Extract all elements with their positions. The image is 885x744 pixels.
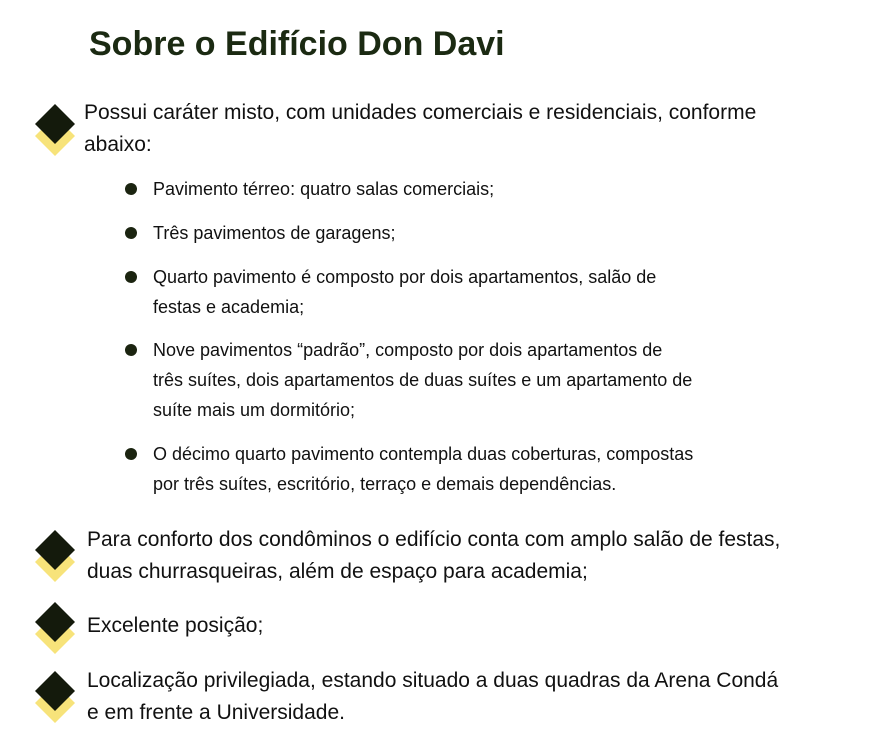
round-bullet-icon xyxy=(125,448,137,460)
text-line: três suítes, dois apartamentos de duas suítes e um apartamento de xyxy=(153,370,693,390)
page-title: Sobre o Edifício Don Davi xyxy=(89,25,505,63)
item-text xyxy=(87,524,872,588)
round-bullet-icon xyxy=(125,344,137,356)
text-line: por três suítes, escritório, terraço e demais dependências. xyxy=(153,474,617,494)
item-text xyxy=(87,610,872,642)
text-line: Localização privilegiada, estando situado a duas quadras da Arena Condá xyxy=(87,669,779,692)
diamond-bullet-icon xyxy=(32,600,86,656)
diamond-bullet-icon xyxy=(32,528,86,584)
text-line: Quarto pavimento é composto por dois apartamentos, salão de xyxy=(153,267,657,287)
text-line: Pavimento térreo: quatro salas comerciais; xyxy=(153,179,495,199)
text-line: abaixo: xyxy=(84,133,152,156)
round-bullet-icon xyxy=(125,227,137,239)
diamond-bullet-icon xyxy=(32,669,86,725)
text-line: Nove pavimentos “padrão”, composto por dois apartamentos de xyxy=(153,340,663,360)
text-line: Para conforto dos condôminos o edifício conta com amplo salão de festas, xyxy=(87,528,781,551)
round-bullet-icon xyxy=(125,183,137,195)
text-line: Excelente posição; xyxy=(87,614,264,637)
text-line: Três pavimentos de garagens; xyxy=(153,223,396,243)
text-line: O décimo quarto pavimento contempla duas coberturas, compostas xyxy=(153,444,694,464)
text-line: e em frente a Universidade. xyxy=(87,701,345,724)
diamond-bullet-icon xyxy=(32,102,86,158)
round-bullet-icon xyxy=(125,271,137,283)
text-line: suíte mais um dormitório; xyxy=(153,400,356,420)
item-text xyxy=(84,97,864,161)
text-line: duas churrasqueiras, além de espaço para academia; xyxy=(87,560,588,583)
text-line: Possui caráter misto, com unidades comerciais e residenciais, conforme xyxy=(84,101,757,124)
text-line: festas e academia; xyxy=(153,297,305,317)
item-text xyxy=(87,665,872,729)
